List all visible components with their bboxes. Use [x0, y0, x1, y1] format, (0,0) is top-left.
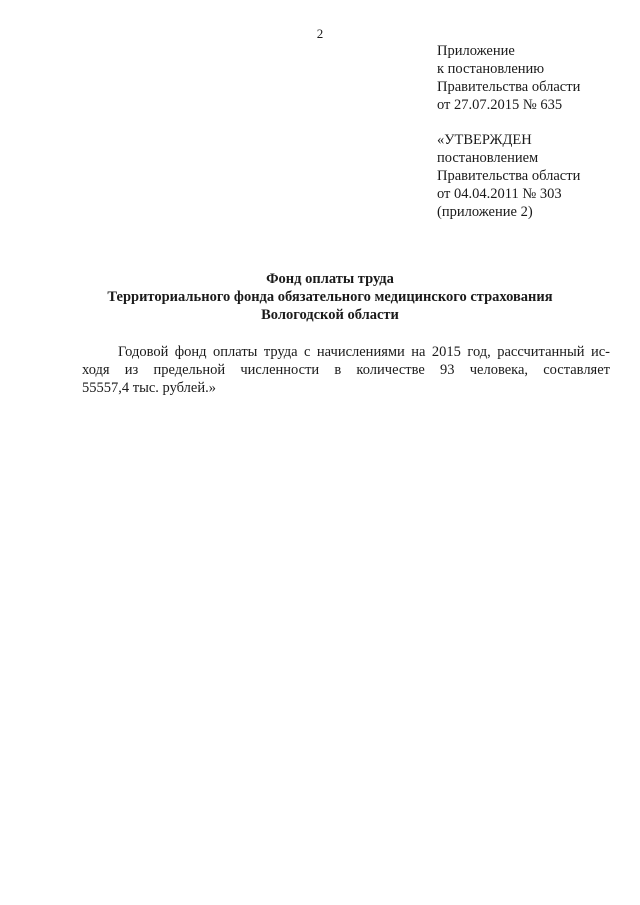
body-paragraph	[82, 343, 610, 397]
body-line: 55557,4 тыс. рублей.»	[82, 380, 216, 396]
approved-line: (приложение 2)	[437, 204, 533, 220]
body-line: Годовой фонд оплаты труда с начислениями на 2015 год, рассчитанный ис-	[118, 344, 610, 360]
title-line: Территориального фонда обязательного медицинского страхования	[107, 289, 553, 305]
document-title	[60, 270, 600, 324]
approved-line: Правительства области	[437, 168, 581, 184]
body-line: ходя из предельной численности в количестве 93 человека, составляет	[82, 362, 610, 378]
annex-line: Правительства области	[437, 79, 581, 95]
annex-line: к постановлению	[437, 61, 545, 77]
annex-line: от 27.07.2015 № 635	[437, 97, 563, 113]
approved-line: от 04.04.2011 № 303	[437, 186, 562, 202]
annex-line: Приложение	[437, 43, 515, 59]
title-line: Вологодской области	[261, 307, 399, 323]
title-line: Фонд оплаты труда	[266, 271, 394, 287]
approved-line: постановлением	[437, 150, 539, 166]
approval-stamp-text	[437, 131, 632, 221]
approved-line: «УТВЕРЖДЕН	[437, 132, 532, 148]
page-number: 2	[316, 26, 324, 41]
annex-reference	[437, 42, 632, 114]
